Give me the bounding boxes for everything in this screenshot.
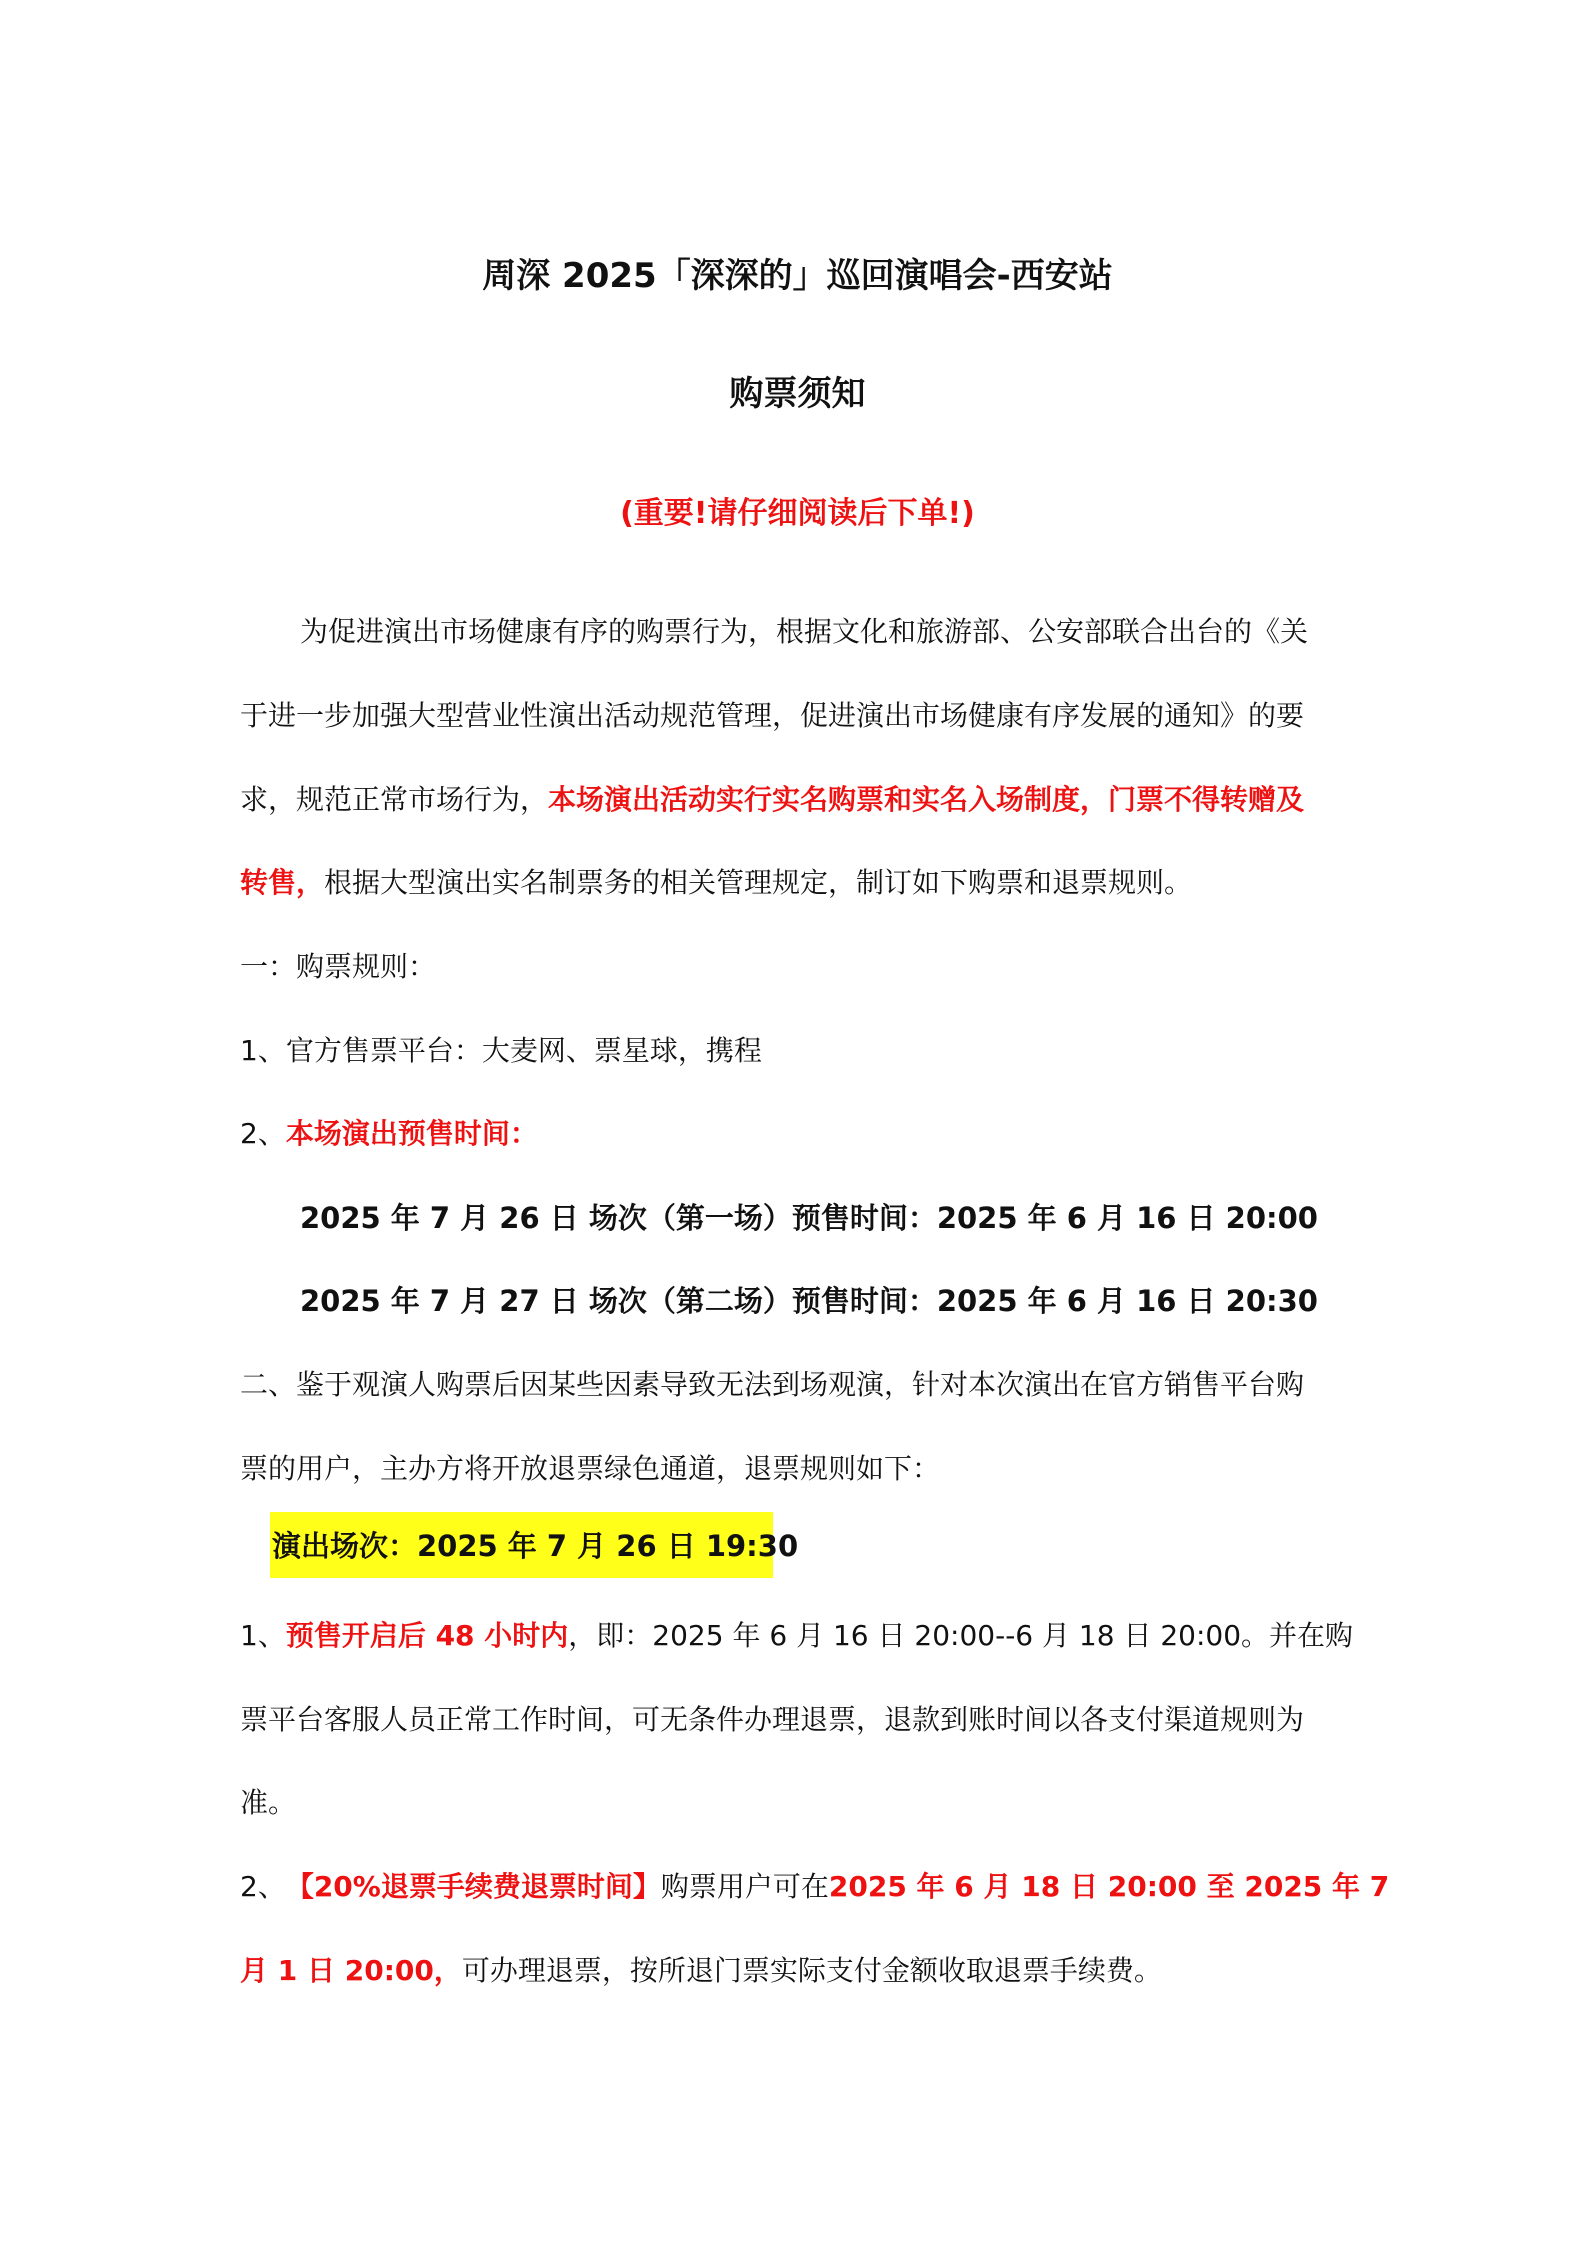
intro-line-3 bbox=[240, 780, 1355, 820]
refund-rule-1-line-2: 票平台客服人员正常工作时间，可无条件办理退票，退款到账时间以各支付渠道规则为 bbox=[240, 1703, 1305, 1736]
rule-2-text: 购票用户可在 bbox=[660, 1870, 829, 1903]
intro-line-1: 为促进演出市场健康有序的购票行为，根据文化和旅游部、公安部联合出台的《关 bbox=[300, 615, 1309, 648]
rule-1-number: 1、 bbox=[240, 1619, 286, 1652]
refund-rule-1-line-1 bbox=[240, 1616, 1355, 1656]
intro-line-4 bbox=[240, 863, 1355, 903]
refund-rule-1-line-3: 准。 bbox=[240, 1786, 297, 1819]
document-subtitle: 购票须知 bbox=[729, 374, 866, 414]
rule-1-window: 预售开启后 48 小时内 bbox=[285, 1619, 569, 1652]
rule-2-fee-window: 【20%退票手续费退票时间】 bbox=[299, 1870, 661, 1903]
item-2-number: 2、 bbox=[240, 1117, 286, 1150]
refund-rule-2-line-1 bbox=[240, 1867, 1390, 1907]
refund-rule-2-line-2 bbox=[240, 1951, 1355, 1991]
intro-line-4-plain: 根据大型演出实名制票务的相关管理规定，制订如下购票和退票规则。 bbox=[324, 866, 1193, 899]
intro-line-2: 于进一步加强大型营业性演出活动规范管理，促进演出市场健康有序发展的通知》的要 bbox=[240, 699, 1305, 732]
rule-1-detail: ，即：2025 年 6 月 16 日 20:00--6 月 18 日 20:00。并在购 bbox=[568, 1619, 1354, 1652]
rule-2-date-range: 2025 年 6 月 18 日 20:00 至 2025 年 7 bbox=[828, 1870, 1390, 1903]
rule-2-number: 2、 bbox=[240, 1870, 286, 1903]
section-2-line-1: 二、鉴于观演人购票后因某些因素导致无法到场观演，针对本次演出在官方销售平台购 bbox=[240, 1368, 1305, 1401]
schedule-show-1: 2025 年 7 月 26 日 场次（第一场）预售时间：2025 年 6 月 16 日 20:00 bbox=[300, 1201, 1318, 1235]
real-name-policy-end: 转售， bbox=[240, 866, 325, 899]
document-page bbox=[240, 0, 1390, 2245]
section-2-line-2: 票的用户，主办方将开放退票绿色通道，退票规则如下： bbox=[240, 1452, 941, 1485]
schedule-show-2: 2025 年 7 月 27 日 场次（第二场）预售时间：2025 年 6 月 16 日 20:30 bbox=[300, 1284, 1318, 1318]
intro-line-3-plain: 求，规范正常市场行为， bbox=[240, 783, 549, 816]
section-1-item-2 bbox=[240, 1114, 1355, 1154]
important-notice: (重要!请仔细阅读后下单!) bbox=[620, 496, 975, 531]
rule-2-detail: 可办理退票，按所退门票实际支付金额收取退票手续费。 bbox=[461, 1954, 1162, 1987]
section-1-heading: 一：购票规则： bbox=[240, 950, 437, 983]
real-name-policy: 本场演出活动实行实名购票和实名入场制度，门票不得转赠及 bbox=[548, 783, 1305, 816]
rule-2-date-end: 月 1 日 20:00， bbox=[240, 1954, 462, 1987]
section-1-item-1: 1、官方售票平台：大麦网、票星球，携程 bbox=[240, 1034, 762, 1067]
document-title: 周深 2025「深深的」巡回演唱会-西安站 bbox=[482, 256, 1113, 296]
presale-time-heading: 本场演出预售时间： bbox=[285, 1117, 538, 1150]
show-time: 演出场次：2025 年 7 月 26 日 19:30 bbox=[272, 1529, 799, 1563]
